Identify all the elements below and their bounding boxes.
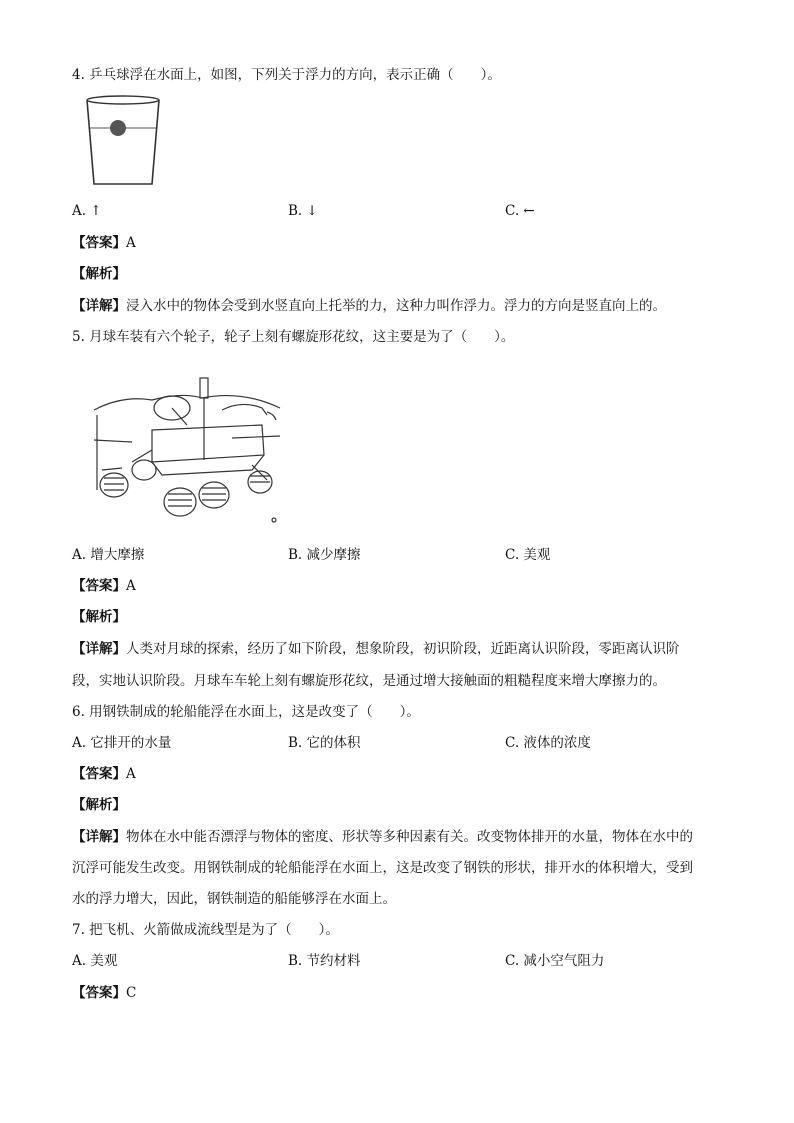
q6-detail-line1 (72, 828, 693, 846)
answer-value: A (126, 766, 136, 782)
q6-detail-line2: 沉浮可能发生改变。用钢铁制成的轮船能浮在水面上，这是改变了钢铁的形状，排开水的体积增大，受到 (72, 860, 693, 876)
answer-tag: 【答案】 (72, 985, 126, 1001)
answer-tag: 【答案】 (72, 578, 126, 594)
q5-option-b: B. 减少摩擦 (288, 547, 361, 563)
q7-stem: 7. 把飞机、火箭做成流线型是为了（ ）。 (72, 922, 339, 938)
ping-pong-ball (110, 120, 126, 136)
q4-detail (72, 297, 666, 315)
detail-tag: 【详解】 (72, 641, 126, 657)
q6-option-b: B. 它的体积 (288, 735, 361, 751)
q7-option-b: B. 节约材料 (288, 953, 361, 969)
q7-answer (72, 984, 136, 1002)
detail-text: 人类对月球的探索，经历了如下阶段，想象阶段，初识阶段，近距离认识阶段，零距离认识阶 (126, 641, 680, 657)
lunar-rover-figure (92, 370, 284, 528)
q4-answer (72, 234, 136, 252)
q5-detail-line1 (72, 640, 680, 658)
q7-option-c: C. 减小空气阻力 (505, 953, 605, 969)
q7-option-a: A. 美观 (72, 953, 118, 969)
q5-detail-line2: 段，实地认识阶段。月球车车轮上刻有螺旋形花纹，是通过增大接触面的粗糙程度来增大摩擦力的。 (72, 673, 666, 689)
q5-analysis-tag: 【解析】 (72, 609, 126, 625)
q4-option-a: A. ↑ (72, 203, 102, 219)
q6-answer (72, 765, 136, 783)
q6-analysis-tag: 【解析】 (72, 797, 126, 813)
q5-stem: 5. 月球车装有六个轮子，轮子上刻有螺旋形花纹，这主要是为了（ ）。 (72, 329, 515, 345)
q6-detail-line3: 水的浮力增大，因此，钢铁制造的船能够浮在水面上。 (72, 891, 396, 907)
q4-option-c: C. ← (505, 203, 535, 219)
detail-tag: 【详解】 (72, 829, 126, 845)
q4-analysis-tag: 【解析】 (72, 266, 126, 282)
q4-option-b: B. ↓ (288, 203, 318, 219)
answer-value: C (126, 985, 137, 1001)
answer-tag: 【答案】 (72, 766, 126, 782)
answer-value: A (126, 578, 136, 594)
q4-stem: 4. 乒乓球浮在水面上，如图，下列关于浮力的方向，表示正确（ ）。 (72, 67, 501, 83)
detail-text: 浸入水中的物体会受到水竖直向上托举的力，这种力叫作浮力。浮力的方向是竖直向上的。 (126, 298, 666, 314)
q6-option-c: C. 液体的浓度 (505, 735, 591, 751)
q6-stem: 6. 用钢铁制成的轮船能浮在水面上，这是改变了（ ）。 (72, 704, 420, 720)
cup-figure (82, 92, 164, 190)
detail-text: 物体在水中能否漂浮与物体的密度、形状等多种因素有关。改变物体排开的水量，物体在水中的 (126, 829, 693, 845)
answer-tag: 【答案】 (72, 235, 126, 251)
q5-option-c: C. 美观 (505, 547, 551, 563)
answer-value: A (126, 235, 136, 251)
q5-answer (72, 577, 136, 595)
detail-tag: 【详解】 (72, 298, 126, 314)
q6-option-a: A. 它排开的水量 (72, 735, 172, 751)
q5-option-a: A. 增大摩擦 (72, 547, 145, 563)
